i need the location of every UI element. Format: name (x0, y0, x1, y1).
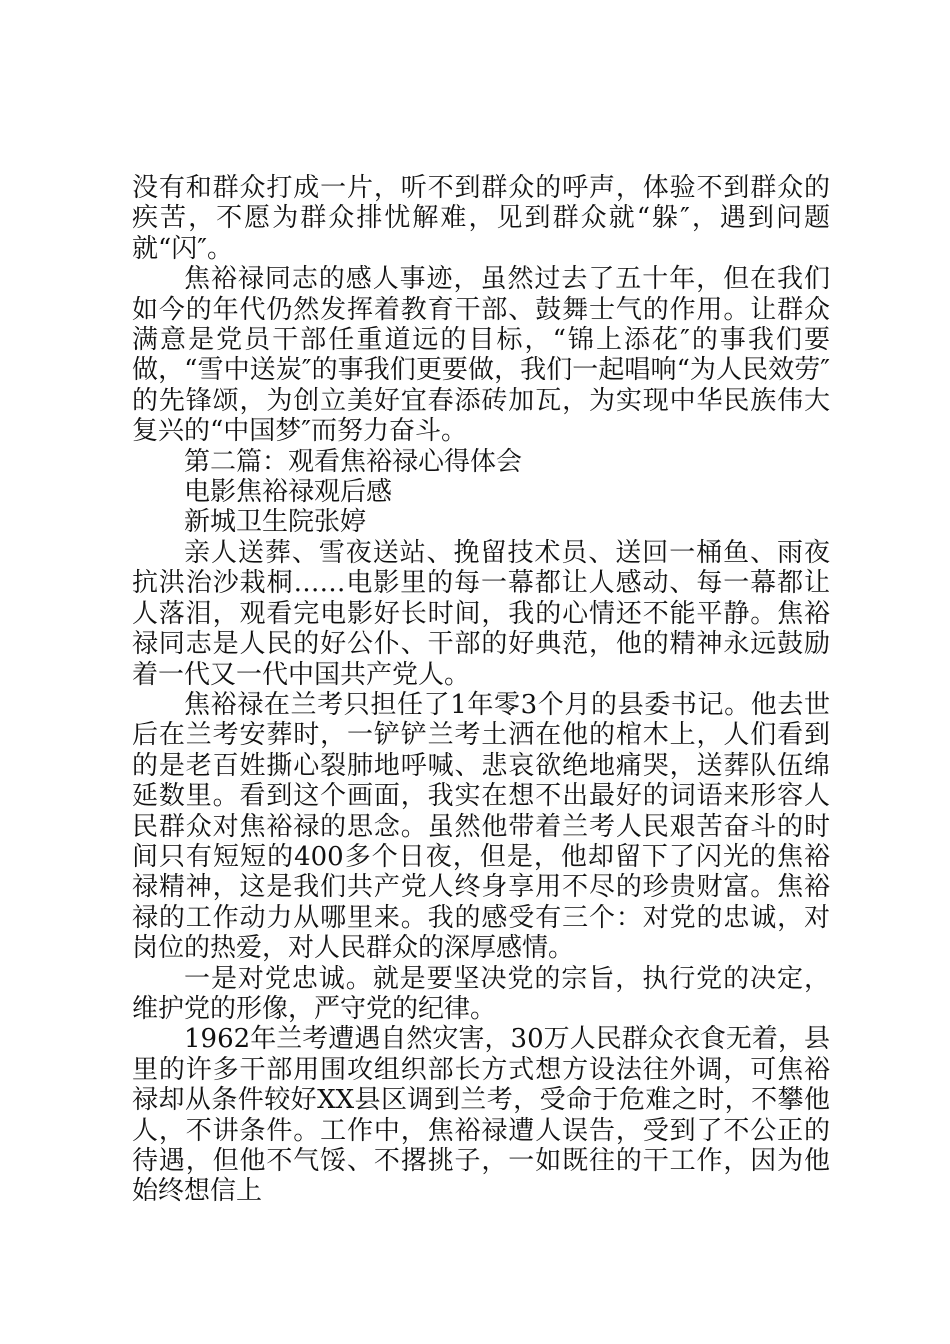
section-title: 第二篇：观看焦裕禄心得体会 (184, 446, 523, 477)
paragraph-2: 焦裕禄同志的感人事迹，虽然过去了五十年，但在我们如今的年代仍然发挥着教育干部、鼓舞士气的作用。让群众满意是党员干部任重道远的目标，“锦上添花″的事我们要做，“雪中送炭″的事我们更要做，我们一起唱响“为人民效劳″的先锋颂，为创立美好宜春添砖加瓦，为实现中华民族伟大复兴的“中国梦″而努力奋斗。 (132, 264, 830, 447)
document-page (132, 173, 830, 1207)
paragraph-4: 焦裕禄在兰考只担任了1年零3个月的县委书记。他去世后在兰考安葬时，一铲铲兰考土洒在他的棺木上，人们看到的是老百姓撕心裂肺地呼喊、悲哀欲绝地痛哭，送葬队伍绵延数里。看到这个画面，我实在想不出最好的词语来形容人民群众对焦裕禄的思念。虽然他带着兰考人民艰苦奋斗的时间只有短短的400多个日夜，但是，他却留下了闪光的焦裕禄精神，这是我们共产党人终身享用不尽的珍贵财富。焦裕禄的工作动力从哪里来。我的感受有三个：对党的忠诚，对岗位的热爱，对人民群众的深厚感情。 (132, 689, 830, 964)
author-line: 新城卫生院张婷 (184, 507, 367, 538)
paragraph-3: 亲人送葬、雪夜送站、挽留技术员、送回一桶鱼、雨夜抗洪治沙栽桐……电影里的每一幕都让人感动、每一幕都让人落泪，观看完电影好长时间，我的心情还不能平静。焦裕禄同志是人民的好公仆、干部的好典范，他的精神永远鼓励着一代又一代中国共产党人。 (132, 537, 830, 690)
paragraph-1: 没有和群众打成一片，听不到群众的呼声，体验不到群众的疾苦，不愿为群众排忧解难，见到群众就“躲″，遇到问题就“闪″。 (132, 173, 830, 264)
paragraph-6: 1962年兰考遭遇自然灾害，30万人民群众衣食无着，县里的许多干部用围攻组织部长方式想方设法往外调，可焦裕禄却从条件较好XX县区调到兰考，受命于危难之时，不攀他人，不讲条件。工作中，焦裕禄遭人误告，受到了不公正的待遇，但他不气馁、不撂挑子，一如既往的干工作，因为他始终想信上 (132, 1024, 830, 1207)
article-title: 电影焦裕禄观后感 (184, 477, 393, 508)
paragraph-5: 一是对党忠诚。就是要坚决党的宗旨，执行党的决定，维护党的形像，严守党的纪律。 (132, 963, 830, 1024)
